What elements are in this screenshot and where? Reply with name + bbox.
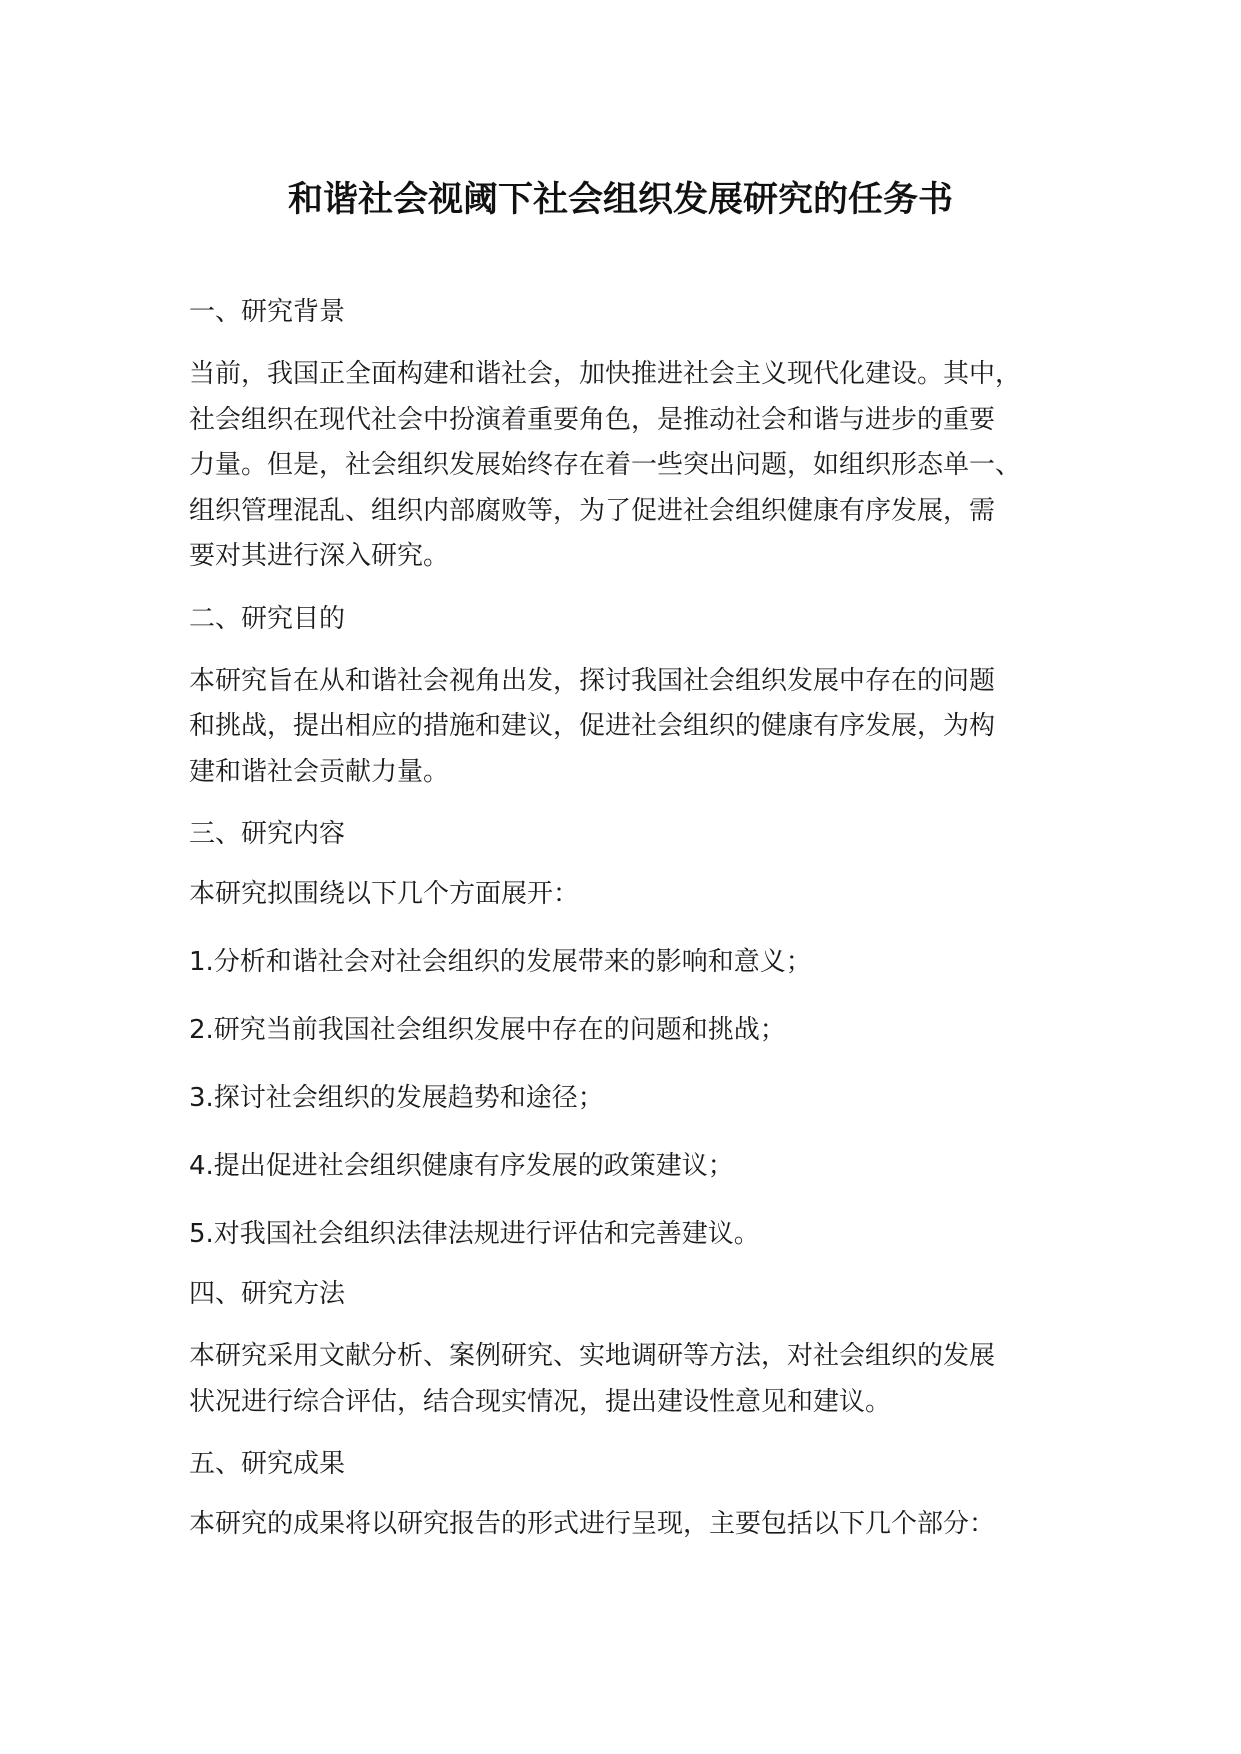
section-paragraph-purpose [189,659,1089,796]
paragraph-line: 当前，我国正全面构建和谐社会，加快推进社会主义现代化建设。其中， [189,359,1022,389]
paragraph-line: 本研究采用文献分析、案例研究、实地调研等方法，对社会组织的发展 [189,1341,996,1371]
section-paragraph-method [189,1334,1089,1425]
section-heading-content: 三、研究内容 [189,819,346,849]
list-item: 3.探讨社会组织的发展趋势和途径； [189,1083,604,1113]
paragraph-line: 和挑战，提出相应的措施和建议，促进社会组织的健康有序发展，为构 [189,711,996,741]
section-heading-results: 五、研究成果 [189,1449,346,1479]
list-item: 2.研究当前我国社会组织发展中存在的问题和挑战； [189,1015,786,1045]
document-title: 和谐社会视阈下社会组织发展研究的任务书 [287,180,953,220]
paragraph-line: 要对其进行深入研究。 [189,541,450,571]
section-heading-background: 一、研究背景 [189,297,346,327]
paragraph-line: 建和谐社会贡献力量。 [189,756,450,787]
list-item: 5.对我国社会组织法律法规进行评估和完善建议。 [189,1219,760,1249]
paragraph-line: 组织管理混乱、组织内部腐败等，为了促进社会组织健康有序发展，需 [189,495,996,526]
list-item: 1.分析和谐社会对社会组织的发展带来的影响和意义； [189,947,812,977]
paragraph-line: 力量。但是，社会组织发展始终存在着一些突出问题，如组织形态单一、 [189,450,1022,480]
section-intro-results: 本研究的成果将以研究报告的形式进行呈现，主要包括以下几个部分： [189,1509,996,1539]
paragraph-line: 状况进行综合评估，结合现实情况，提出建设性意见和建议。 [189,1386,892,1417]
section-heading-method: 四、研究方法 [189,1279,346,1309]
section-paragraph-background [189,352,1089,580]
paragraph-line: 本研究旨在从和谐社会视角出发，探讨我国社会组织发展中存在的问题 [189,665,996,696]
document-body [189,292,1089,1572]
section-heading-purpose: 二、研究目的 [189,603,346,634]
paragraph-line: 社会组织在现代社会中扮演着重要角色，是推动社会和谐与进步的重要 [189,404,996,435]
section-intro-content: 本研究拟围绕以下几个方面展开： [189,879,580,909]
list-item: 4.提出促进社会组织健康有序发展的政策建议； [189,1151,734,1181]
